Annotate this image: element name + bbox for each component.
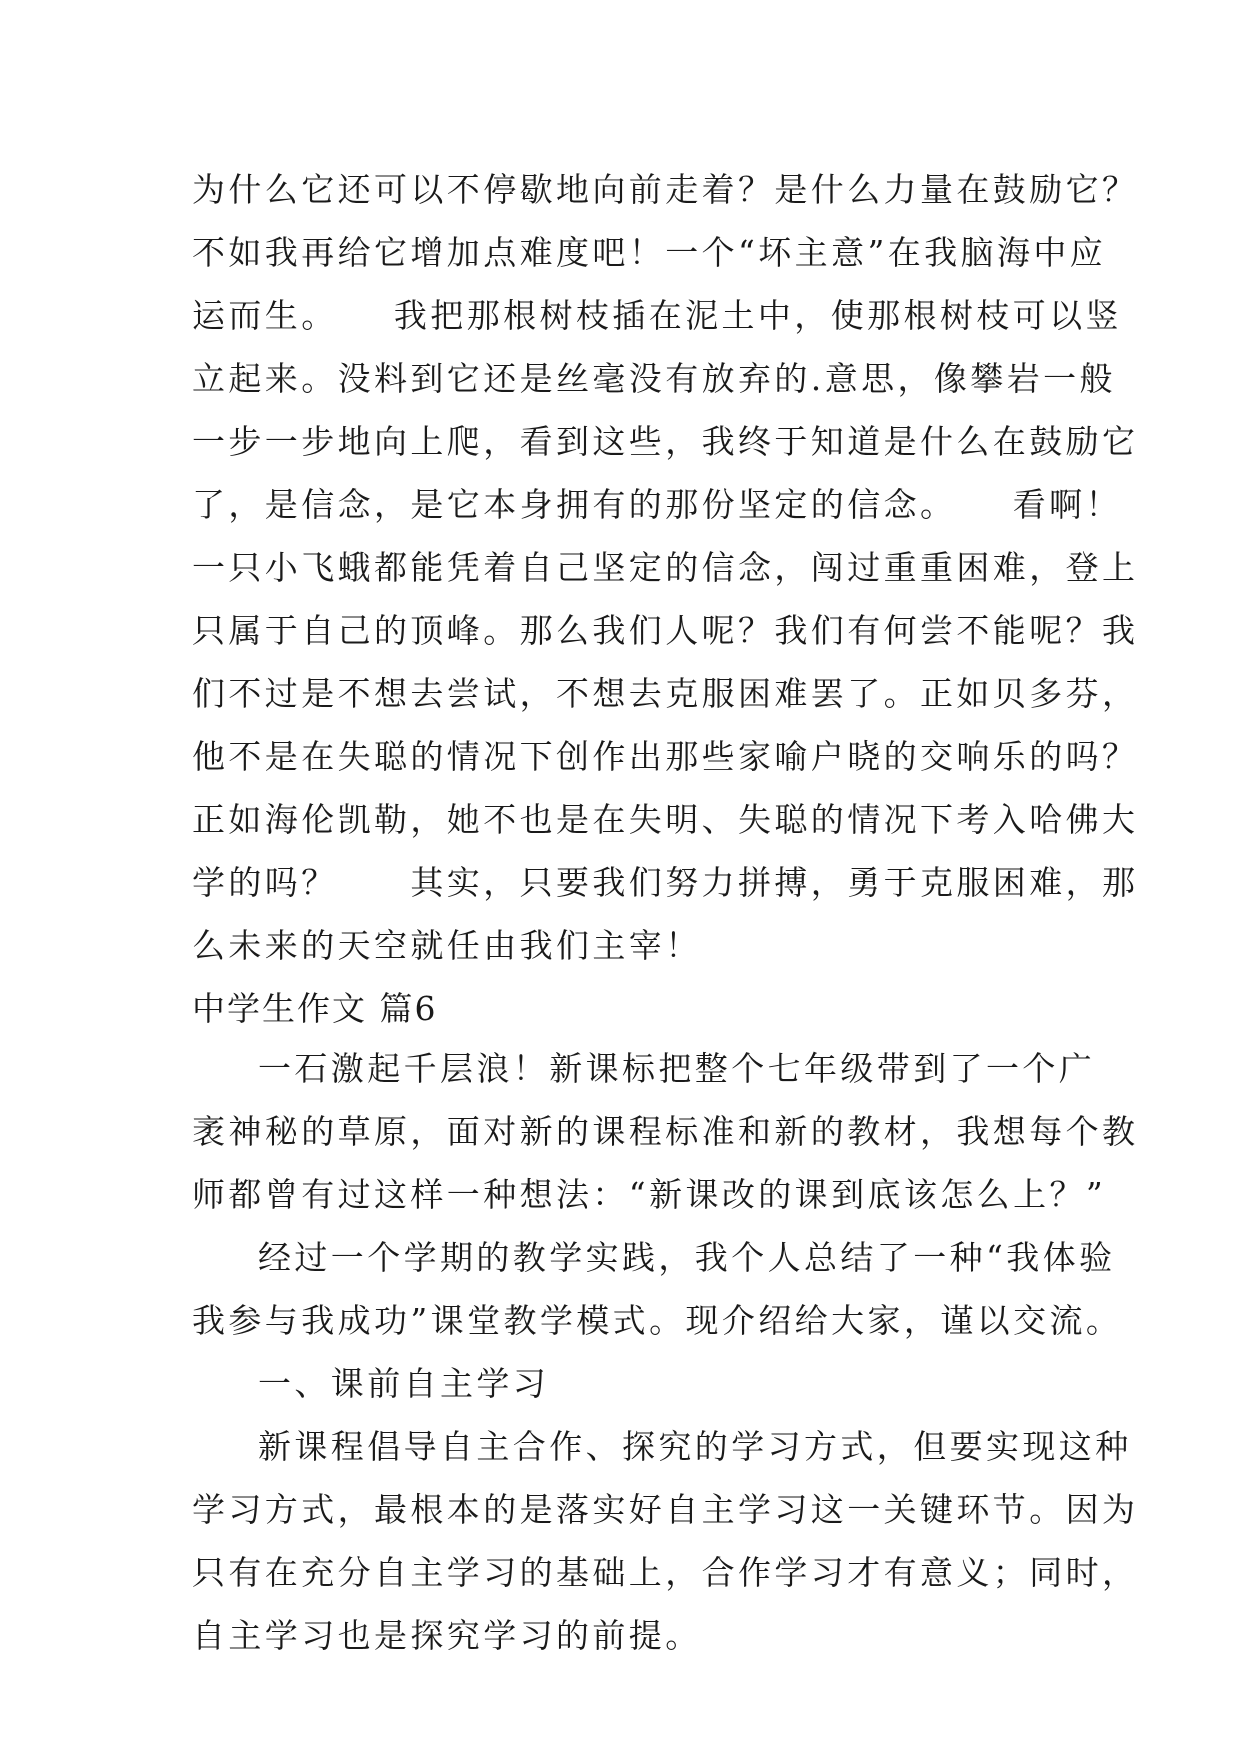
body-line: 运而生。 我把那根树枝插在泥土中，使那根树枝可以竖 [192,296,1122,335]
subsection-heading: 一、课前自主学习 [258,1364,550,1403]
body-line: 立起来。没料到它还是丝毫没有放弃的.意思，像攀岩一般 [192,359,1116,398]
body-line: 只属于自己的顶峰。那么我们人呢？我们有何尝不能呢？我 [192,611,1139,650]
text-column [192,158,1139,1667]
body-line: 新课程倡导自主合作、探究的学习方式，但要实现这种 [258,1427,1132,1466]
body-line: 为什么它还可以不停歇地向前走着？是什么力量在鼓励它？ [192,170,1139,209]
body-line: 只有在充分自主学习的基础上，合作学习才有意义；同时， [192,1553,1139,1592]
body-line: 不如我再给它增加点难度吧！一个“坏主意”在我脑海中应 [192,233,1107,272]
body-line: 么未来的天空就任由我们主宰！ [192,926,702,965]
body-line: 袤神秘的草原，面对新的课程标准和新的教材，我想每个教 [192,1112,1139,1151]
body-line: 一步一步地向上爬，看到这些，我终于知道是什么在鼓励它 [192,422,1139,461]
body-line: 了，是信念，是它本身拥有的那份坚定的信念。 看啊！ [192,485,1122,524]
body-line: 自主学习也是探究学习的前提。 [192,1616,702,1655]
body-line: 学习方式，最根本的是落实好自主学习这一关键环节。因为 [192,1490,1139,1529]
section-heading: 中学生作文 篇6 [192,989,438,1028]
body-line: 们不过是不想去尝试，不想去克服困难罢了。正如贝多芬， [192,674,1139,713]
body-line: 学的吗？ 其实，只要我们努力拼搏，勇于克服困难，那 [192,863,1139,902]
body-line: 一只小飞蛾都能凭着自己坚定的信念，闯过重重困难，登上 [192,548,1139,587]
body-line: 正如海伦凯勒，她不也是在失明、失聪的情况下考入哈佛大 [192,800,1139,839]
body-line: 我参与我成功”课堂教学模式。现介绍给大家，谨以交流。 [192,1301,1123,1340]
body-line: 经过一个学期的教学实践，我个人总结了一种“我体验 [258,1238,1116,1277]
body-line: 他不是在失聪的情况下创作出那些家喻户晓的交响乐的吗？ [192,737,1139,776]
body-line: 一石激起千层浪！新课标把整个七年级带到了一个广 [258,1049,1096,1088]
body-line: 师都曾有过这样一种想法：“新课改的课到底该怎么上？” [192,1175,1107,1214]
